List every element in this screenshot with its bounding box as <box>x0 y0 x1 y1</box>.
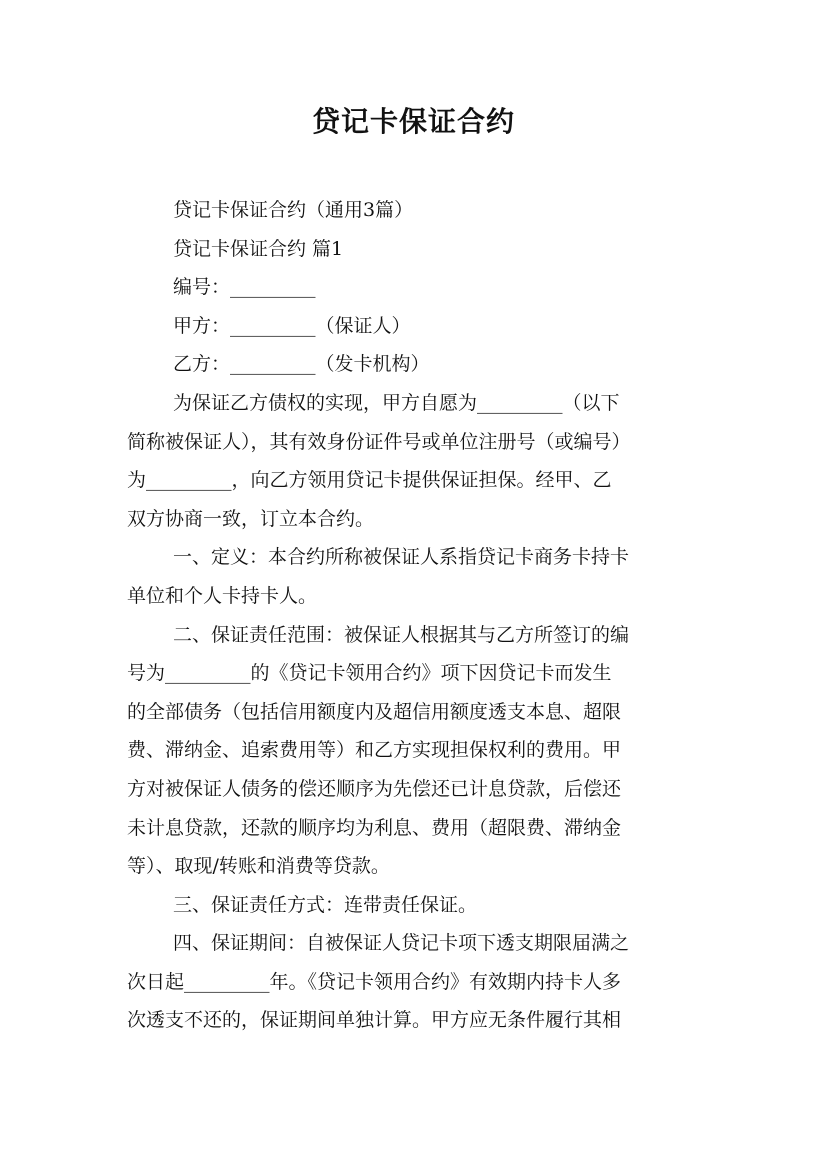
text-line: 的全部债务（包括信用额度内及超信用额度透支本息、超限 <box>127 700 622 723</box>
text-line: 甲方：_________（保证人） <box>173 314 411 337</box>
text-line: 编号：_________ <box>173 276 316 299</box>
text-line: 贷记卡保证合约 篇1 <box>173 237 344 260</box>
text-line: 等）、取现/转账和消费等贷款。 <box>127 855 390 878</box>
text-line: 贷记卡保证合约（通用3篇） <box>173 199 414 221</box>
text-line: 未计息贷款，还款的顺序均为利息、费用（超限费、滞纳金 <box>127 816 622 839</box>
text-line: 三、保证责任方式：连带责任保证。 <box>173 893 478 916</box>
text-line: 为保证乙方债权的实现，甲方自愿为_________（以下 <box>173 391 620 414</box>
text-line: 次日起_________年。《贷记卡领用合约》有效期内持卡人多 <box>127 970 622 993</box>
text-line: 单位和个人卡持卡人。 <box>127 584 318 607</box>
text-line: 费、滞纳金、追索费用等）和乙方实现担保权利的费用。甲 <box>127 739 622 762</box>
text-line: 一、定义：本合约所称被保证人系指贷记卡商务卡持卡 <box>173 546 630 569</box>
text-line: 二、保证责任范围：被保证人根据其与乙方所签订的编 <box>173 623 630 646</box>
text-line: 方对被保证人债务的偿还顺序为先偿还已计息贷款，后偿还 <box>127 777 622 800</box>
text-line: 四、保证期间：自被保证人贷记卡项下透支期限届满之 <box>173 932 630 955</box>
document-body <box>127 191 705 1040</box>
text-line: 为_________，向乙方领用贷记卡提供保证担保。经甲、乙 <box>127 469 612 492</box>
text-line: 次透支不还的，保证期间单独计算。甲方应无条件履行其相 <box>127 1009 622 1032</box>
text-line: 号为_________的《贷记卡领用合约》项下因贷记卡而发生 <box>127 662 612 685</box>
document-title: 贷记卡保证合约 <box>311 105 515 138</box>
text-line: 双方协商一致，订立本合约。 <box>127 507 375 530</box>
text-line: 乙方：_________（发卡机构） <box>173 353 430 376</box>
text-line: 简称被保证人），其有效身份证件号或单位注册号（或编号） <box>127 430 631 453</box>
